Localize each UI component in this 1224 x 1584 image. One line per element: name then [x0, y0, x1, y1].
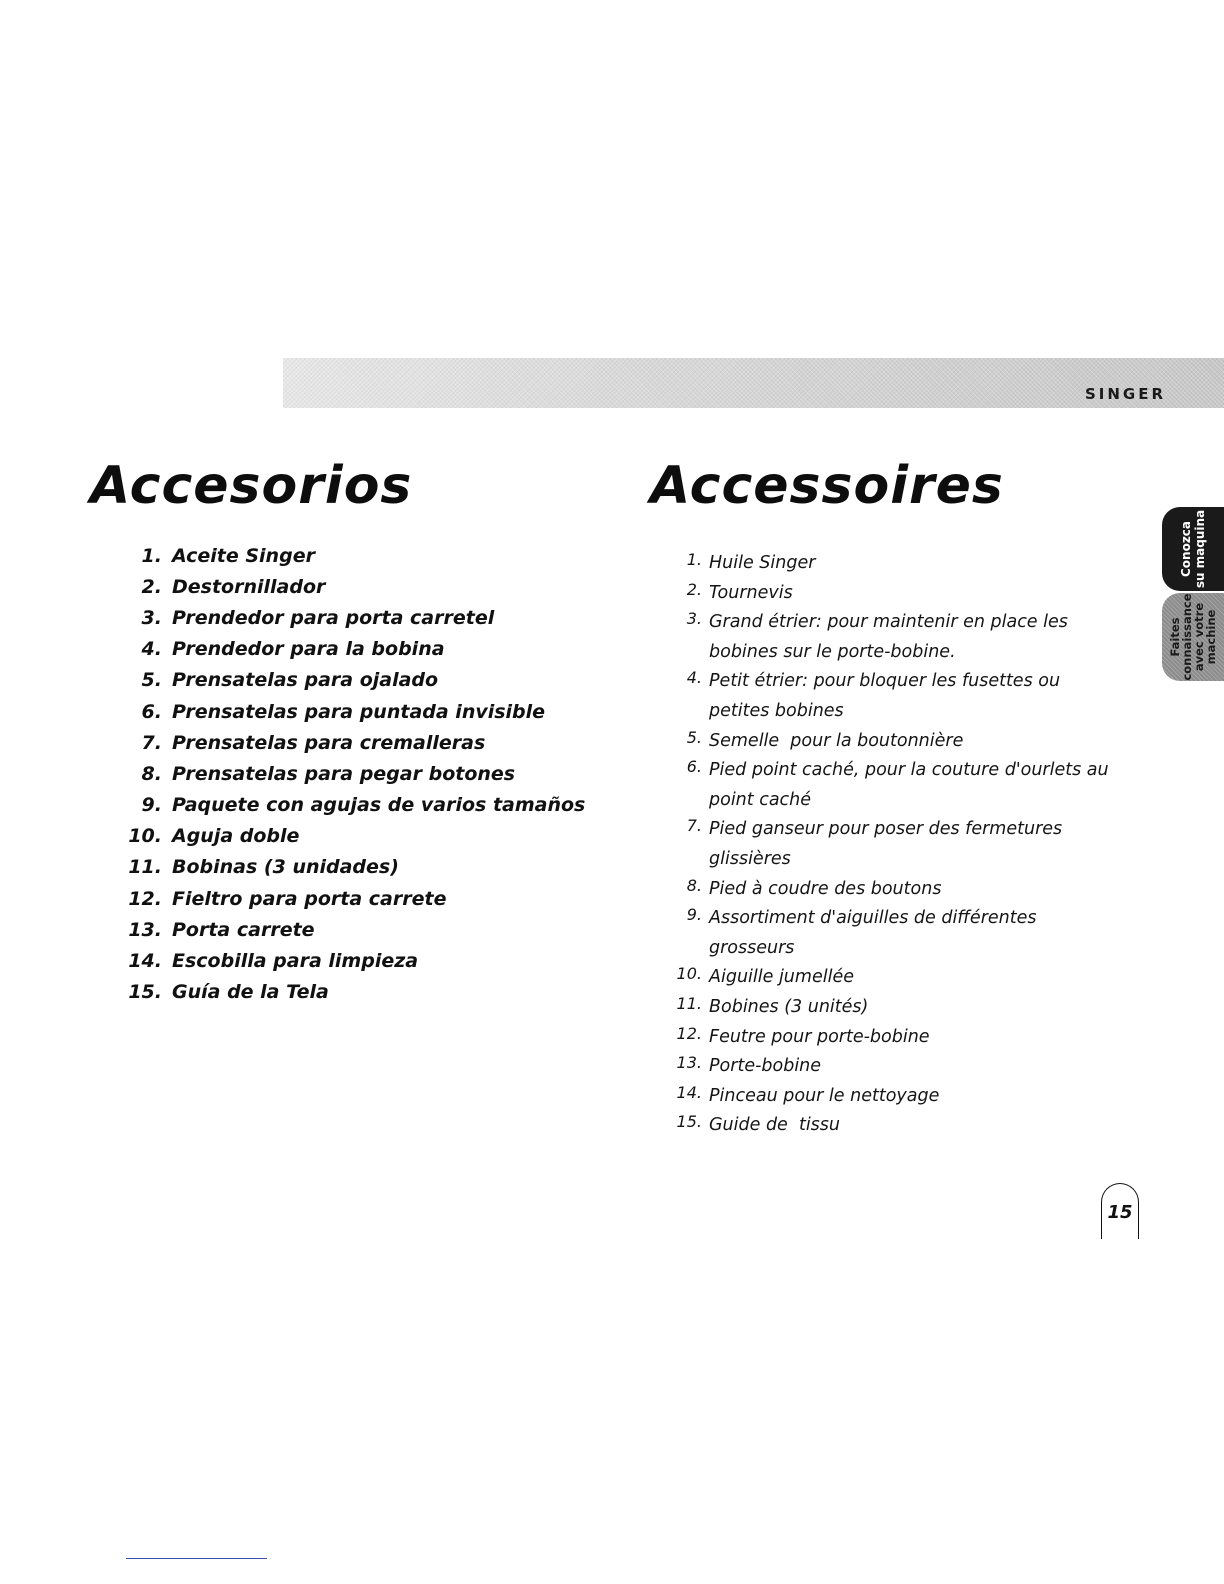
list-item	[668, 727, 1109, 757]
item-number: 11.	[676, 993, 702, 1013]
item-text: Prensatelas para cremalleras	[172, 731, 486, 754]
list-item	[668, 608, 1109, 667]
item-text: Assortiment d'aiguilles de différentes grosseurs	[709, 908, 1043, 958]
side-tab-french-line1: Faites	[1168, 617, 1182, 657]
list-item	[668, 1023, 1109, 1053]
item-text: Bobinas (3 unidades)	[172, 856, 399, 879]
list-item	[668, 963, 1109, 993]
side-tab-french-line3: avec votre	[1192, 602, 1206, 672]
item-text: Fieltro para porta carrete	[172, 887, 447, 910]
item-text: Petit étrier: pour bloquer les fusettes ou petites bobines	[709, 671, 1066, 721]
item-number: 10.	[128, 825, 162, 848]
brand-logo: SINGER	[1084, 385, 1166, 403]
item-text: Paquete con agujas de varios tamaños	[172, 794, 586, 817]
item-number: 10.	[676, 964, 702, 984]
item-text: Aceite Singer	[172, 544, 315, 567]
item-text: Guía de la Tela	[172, 981, 329, 1004]
side-tab-spanish-line2: su maquina	[1193, 509, 1207, 589]
header-band	[283, 358, 1224, 408]
item-text: Prensatelas para ojalado	[172, 669, 439, 692]
item-text: Pinceau pour le nettoyage	[709, 1085, 940, 1106]
item-number: 4.	[141, 638, 162, 661]
side-tab-french-line4: machine	[1204, 609, 1218, 665]
item-number: 13.	[676, 1053, 702, 1073]
item-number: 7.	[141, 731, 162, 754]
list-item	[110, 571, 585, 602]
list-item	[110, 665, 585, 696]
item-text: Semelle pour la boutonnière	[709, 730, 964, 751]
item-number: 2.	[141, 575, 162, 598]
item-number: 12.	[676, 1023, 702, 1043]
list-item	[668, 875, 1109, 905]
item-number: 9.	[686, 905, 702, 925]
list-item	[668, 1082, 1109, 1112]
item-text: Huile Singer	[709, 553, 816, 573]
item-text: Porta carrete	[172, 918, 315, 941]
list-item	[668, 815, 1109, 874]
list-item	[110, 883, 585, 914]
list-item	[110, 821, 585, 852]
list-item	[110, 602, 585, 633]
item-number: 3.	[686, 609, 702, 629]
item-number: 14.	[128, 950, 162, 973]
list-item	[668, 904, 1109, 963]
item-text: Feutre pour porte-bobine	[709, 1026, 930, 1047]
item-text: Destornillador	[172, 575, 326, 598]
item-number: 7.	[686, 816, 702, 836]
side-tab-spanish[interactable]	[1162, 507, 1224, 591]
item-text: Escobilla para limpieza	[172, 950, 419, 973]
spanish-title: Accesorios	[90, 456, 413, 516]
list-item	[110, 696, 585, 727]
item-text: Prensatelas para pegar botones	[172, 762, 516, 785]
list-item	[668, 993, 1109, 1023]
french-title: Accessoires	[650, 456, 1004, 516]
side-tab-french-line2: connaissance	[1180, 593, 1194, 681]
item-text: Prendedor para la bobina	[172, 638, 445, 661]
list-item	[110, 977, 585, 1008]
list-item	[668, 579, 1109, 609]
list-item	[110, 727, 585, 758]
item-number: 6.	[141, 700, 162, 723]
item-text: Guide de tissu	[709, 1115, 841, 1136]
item-number: 13.	[128, 918, 162, 941]
item-number: 14.	[676, 1082, 702, 1102]
list-item	[110, 852, 585, 883]
item-number: 15.	[676, 1112, 702, 1132]
item-text: Porte-bobine	[709, 1056, 822, 1077]
spanish-accessory-list	[110, 540, 585, 1008]
list-item	[668, 756, 1115, 815]
side-tab-french[interactable]	[1162, 593, 1224, 681]
list-item	[110, 540, 585, 571]
item-number: 12.	[128, 887, 162, 910]
side-tab-spanish-line1: Conozca	[1179, 520, 1193, 578]
footer-rule	[126, 1558, 267, 1559]
item-number: 1.	[141, 544, 162, 567]
item-number: 8.	[141, 762, 162, 785]
list-item	[110, 790, 585, 821]
item-text: Prendedor para porta carretel	[172, 606, 495, 629]
item-number: 5.	[141, 669, 162, 692]
item-text: Tournevis	[709, 582, 793, 603]
page-number: 15	[1101, 1183, 1139, 1239]
item-text: Aguja doble	[172, 825, 300, 848]
item-number: 9.	[141, 794, 162, 817]
list-item	[668, 1111, 1109, 1141]
item-text: Aiguille jumellée	[709, 967, 854, 988]
list-item	[110, 634, 585, 665]
item-text: Prensatelas para puntada invisible	[172, 700, 546, 723]
list-item	[110, 914, 585, 945]
item-number: 15.	[128, 981, 162, 1004]
item-number: 4.	[686, 668, 702, 688]
item-text: Pied à coudre des boutons	[709, 878, 942, 899]
item-number: 3.	[141, 606, 162, 629]
french-accessory-list	[668, 549, 1115, 1141]
list-item	[110, 758, 585, 789]
item-number: 11.	[128, 856, 162, 879]
list-item	[668, 1052, 1109, 1082]
item-number: 5.	[686, 727, 702, 747]
item-text: Grand étrier: pour maintenir en place les bobines sur le porte-bobine.	[709, 612, 1074, 662]
item-text: Bobines (3 unités)	[709, 996, 869, 1017]
item-text: Pied point caché, pour la couture d'ourlets au point caché	[709, 760, 1115, 810]
item-text: Pied ganseur pour poser des fermetures glissières	[709, 819, 1068, 869]
item-number: 2.	[686, 579, 702, 599]
item-number: 8.	[686, 875, 702, 895]
list-item	[668, 549, 1109, 579]
list-item	[668, 667, 1109, 726]
item-number: 6.	[686, 757, 702, 777]
list-item	[110, 945, 585, 976]
item-number: 1.	[686, 550, 702, 569]
